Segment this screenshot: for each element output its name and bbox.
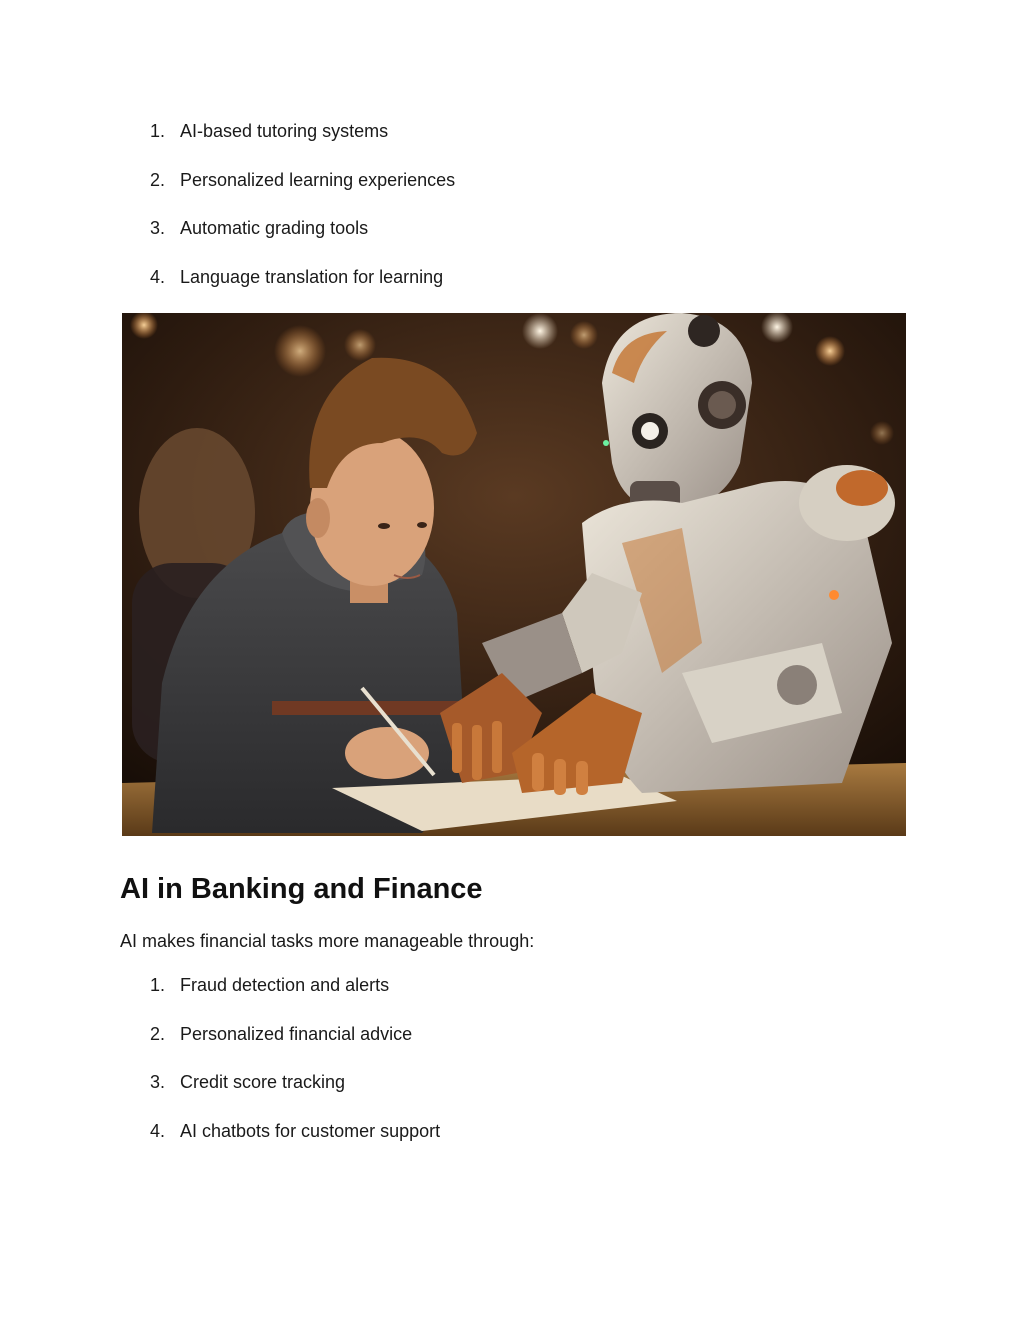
education-ai-list: [150, 119, 850, 313]
list-item: [150, 216, 850, 265]
list-item-text: Language translation for learning: [180, 266, 444, 287]
list-item: [150, 973, 850, 1022]
list-item-number: 2.: [150, 169, 166, 190]
list-item-text: Fraud detection and alerts: [180, 975, 390, 995]
list-item: [150, 265, 850, 314]
list-item-number: 4.: [150, 1120, 166, 1141]
banking-ai-list: [150, 973, 850, 1167]
list-item: [150, 1070, 850, 1119]
boy-and-robot-illustration: [122, 313, 906, 836]
list-item-number: 3.: [150, 1072, 166, 1093]
list-item-text: Credit score tracking: [180, 1072, 346, 1093]
list-item: [150, 1022, 850, 1071]
list-item: [150, 168, 850, 217]
list-item-text: AI chatbots for customer support: [180, 1120, 441, 1141]
list-item-number: 1.: [150, 121, 166, 141]
section-heading: AI in Banking and Finance: [120, 873, 483, 905]
section-intro: AI makes financial tasks more manageable through:: [120, 931, 535, 951]
list-item: [150, 1119, 850, 1168]
list-item-number: 4.: [150, 266, 166, 287]
list-item: [150, 119, 850, 168]
list-item-number: 2.: [150, 1023, 166, 1044]
list-item-text: Personalized learning experiences: [180, 169, 456, 190]
list-item-text: Automatic grading tools: [180, 218, 369, 239]
list-item-text: Personalized financial advice: [180, 1023, 413, 1044]
list-item-text: AI-based tutoring systems: [180, 121, 389, 141]
list-item-number: 3.: [150, 218, 166, 239]
list-item-number: 1.: [150, 975, 166, 995]
